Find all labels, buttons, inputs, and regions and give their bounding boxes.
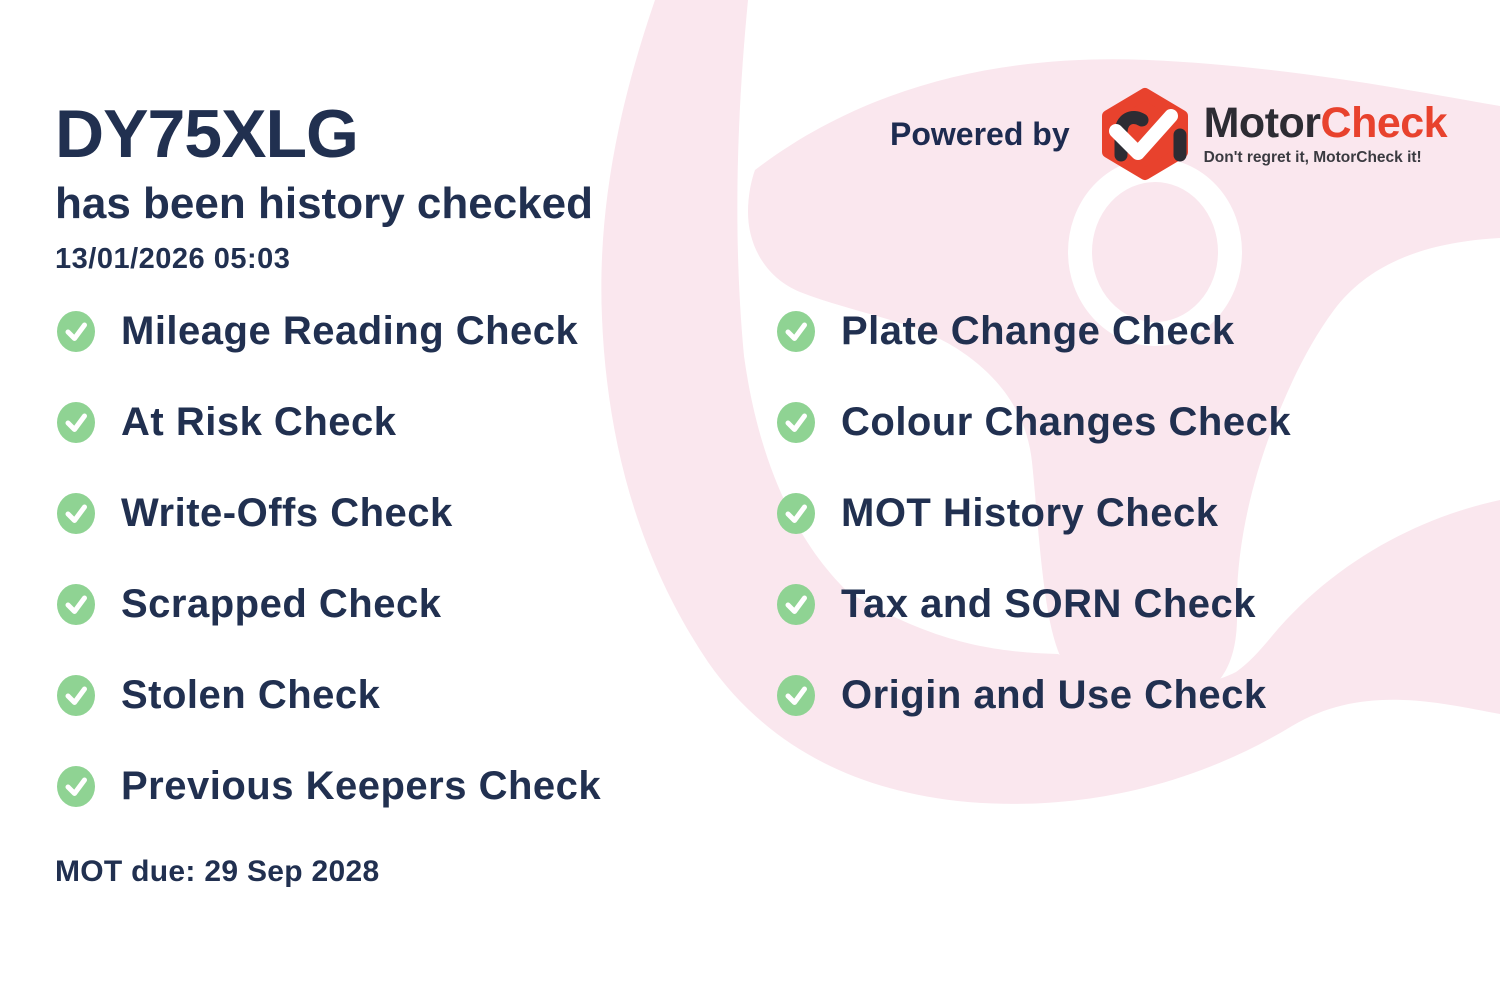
- brand-wordmark: [1203, 98, 1448, 167]
- check-label: Mileage Reading Check: [121, 309, 579, 353]
- check-label: Plate Change Check: [841, 309, 1235, 353]
- powered-by-label: Powered by: [890, 115, 1070, 152]
- check-label: Colour Changes Check: [841, 400, 1292, 444]
- check-list-item: [777, 584, 1291, 625]
- check-list-left: [57, 311, 601, 807]
- check-list-item: [777, 493, 1291, 534]
- check-label: MOT History Check: [841, 491, 1219, 535]
- check-list-item: [777, 675, 1291, 716]
- green-check-circle-icon: [57, 675, 95, 716]
- green-check-circle-icon: [777, 493, 815, 534]
- check-label: Previous Keepers Check: [121, 764, 602, 808]
- registration-plate: DY75XLG: [55, 96, 358, 172]
- check-label: Scrapped Check: [121, 582, 442, 626]
- check-list-item: [57, 311, 601, 352]
- green-check-circle-icon: [777, 675, 815, 716]
- mot-due-label: MOT due: 29 Sep 2028: [55, 855, 380, 888]
- brand-name-motor: Motor: [1203, 98, 1321, 147]
- check-list-item: [57, 766, 601, 807]
- motorcheck-logo-icon: [1098, 86, 1192, 182]
- check-list-item: [777, 402, 1291, 443]
- check-label: At Risk Check: [121, 400, 397, 444]
- check-list-item: [57, 493, 601, 534]
- check-label: Stolen Check: [121, 673, 381, 717]
- header-block: [55, 96, 593, 276]
- green-check-circle-icon: [57, 766, 95, 807]
- green-check-circle-icon: [57, 493, 95, 534]
- check-label: Write-Offs Check: [121, 491, 453, 535]
- green-check-circle-icon: [777, 311, 815, 352]
- check-list-right: [777, 311, 1291, 716]
- green-check-circle-icon: [57, 311, 95, 352]
- history-checked-subtitle: has been history checked: [55, 179, 593, 228]
- check-timestamp: 13/01/2026 05:03: [55, 243, 291, 275]
- check-label: Origin and Use Check: [841, 673, 1267, 717]
- check-list-item: [57, 402, 601, 443]
- branding-block: [890, 84, 1447, 184]
- brand-name: [1203, 98, 1448, 147]
- green-check-circle-icon: [57, 402, 95, 443]
- check-list-item: [57, 675, 601, 716]
- brand-name-check: Check: [1320, 98, 1448, 147]
- green-check-circle-icon: [57, 584, 95, 625]
- check-list-item: [777, 311, 1291, 352]
- check-list-item: [57, 584, 601, 625]
- check-label: Tax and SORN Check: [841, 582, 1257, 626]
- green-check-circle-icon: [777, 584, 815, 625]
- green-check-circle-icon: [777, 402, 815, 443]
- brand-tagline: Don't regret it, MotorCheck it!: [1203, 148, 1422, 166]
